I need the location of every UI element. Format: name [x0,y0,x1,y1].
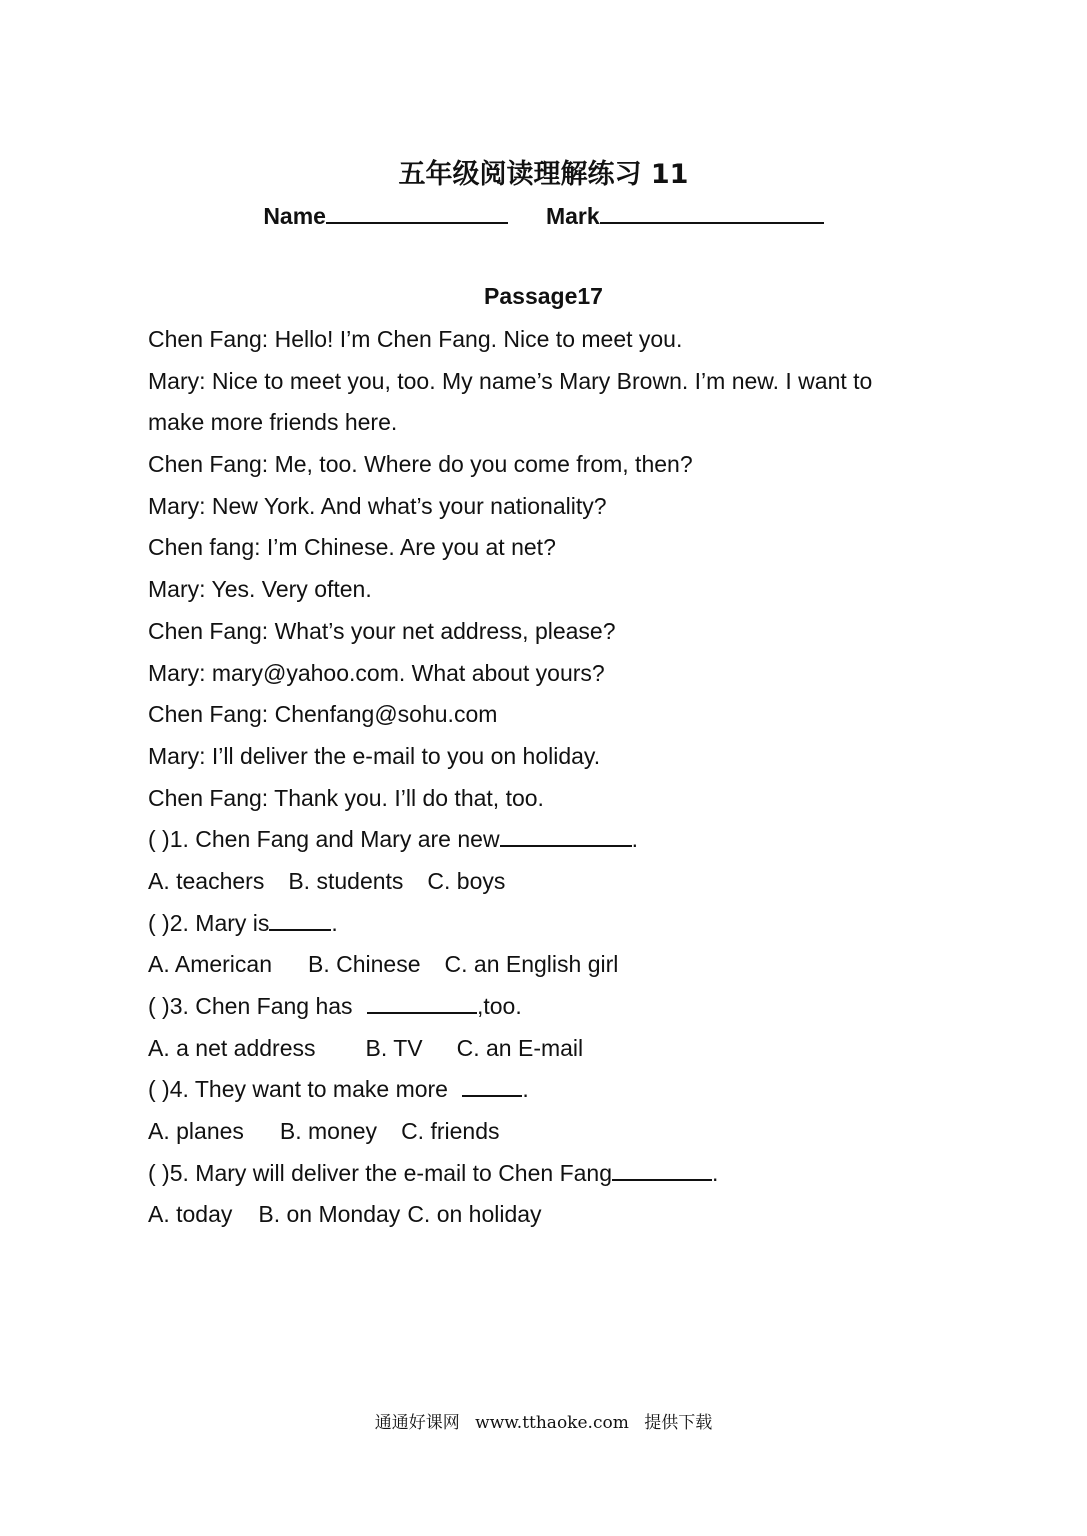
option-a: A. planes [148,1118,244,1145]
page-footer [0,1408,1087,1433]
page-title: 五年级阅读理解练习 11 [398,159,689,190]
question-1 [148,819,948,861]
dialogue-line: Chen Fang: Me, too. Where do you come from, then? [148,451,693,478]
question-suffix: . [331,909,338,936]
answer-blank [367,990,477,1014]
question-2-options [148,944,948,986]
question-1-options [148,861,948,903]
question-text: ( )3. Chen Fang has [148,993,359,1019]
question-3 [148,986,948,1028]
question-suffix: . [631,826,638,853]
option-b: B. TV [365,1034,423,1061]
answer-blank [500,823,632,847]
mark-blank [600,200,824,224]
dialogue-line: Chen Fang: Chenfang@sohu.com [148,701,498,728]
dialogue-line: Chen Fang: Thank you. I’ll do that, too. [148,784,544,811]
option-b: B. money [279,1118,378,1145]
question-4-options [148,1111,948,1153]
dialogue-line: make more friends here. [148,409,398,436]
question-suffix: ,too. [476,993,522,1019]
question-text: ( )1. Chen Fang and Mary are new [148,826,500,853]
question-2 [148,903,948,945]
name-label: Name [263,203,326,229]
option-b: B. students [288,867,404,894]
question-5-options [148,1194,948,1236]
answer-blank [269,907,331,931]
footer-site-name: 通通好课网 [374,1413,460,1433]
option-c: C. friends [401,1118,500,1145]
question-4 [148,1069,948,1111]
option-c: C. on holiday [407,1201,542,1228]
option-a: A. American [148,951,272,978]
footer-url: www.tthaoke.com [475,1413,629,1433]
mark-label: Mark [545,203,600,229]
question-5 [148,1153,948,1195]
option-a: A. today [148,1201,233,1228]
footer-tagline: 提供下载 [644,1413,713,1433]
question-suffix: . [522,1076,529,1103]
question-text: ( )4. They want to make more [148,1076,455,1103]
option-a: A. teachers [148,867,265,894]
option-b: B. Chinese [308,951,421,978]
answer-blank [462,1073,522,1097]
answer-blank [612,1157,712,1181]
dialogue-line: Mary: Yes. Very often. [148,576,372,603]
question-3-options [148,1028,948,1070]
dialogue-line: Mary: I’ll deliver the e-mail to you on holiday. [148,742,601,769]
dialogue-line: Chen Fang: Hello! I’m Chen Fang. Nice to meet you. [148,326,683,352]
dialogue-line: Mary: Nice to meet you, too. My name’s Mary Brown. I’m new. I want to [148,367,873,394]
question-text: ( )5. Mary will deliver the e-mail to Chen Fang [148,1159,612,1186]
passage-title: Passage17 [484,283,603,309]
option-a: A. a net address [148,1034,316,1061]
option-c: C. an E-mail [456,1034,584,1061]
question-text: ( )2. Mary is [148,909,270,936]
name-blank [326,200,508,224]
question-suffix: . [712,1159,719,1186]
passage-body [148,319,948,1236]
option-b: B. on Monday [258,1201,401,1228]
name-mark-row [0,200,1087,230]
dialogue-line: Mary: mary@yahoo.com. What about yours? [148,659,605,686]
dialogue-line: Chen fang: I’m Chinese. Are you at net? [148,534,556,561]
option-c: C. an English girl [444,951,619,978]
dialogue-line: Mary: New York. And what’s your nationality? [148,492,607,519]
option-c: C. boys [427,867,506,894]
dialogue-line: Chen Fang: What’s your net address, please? [148,617,616,644]
